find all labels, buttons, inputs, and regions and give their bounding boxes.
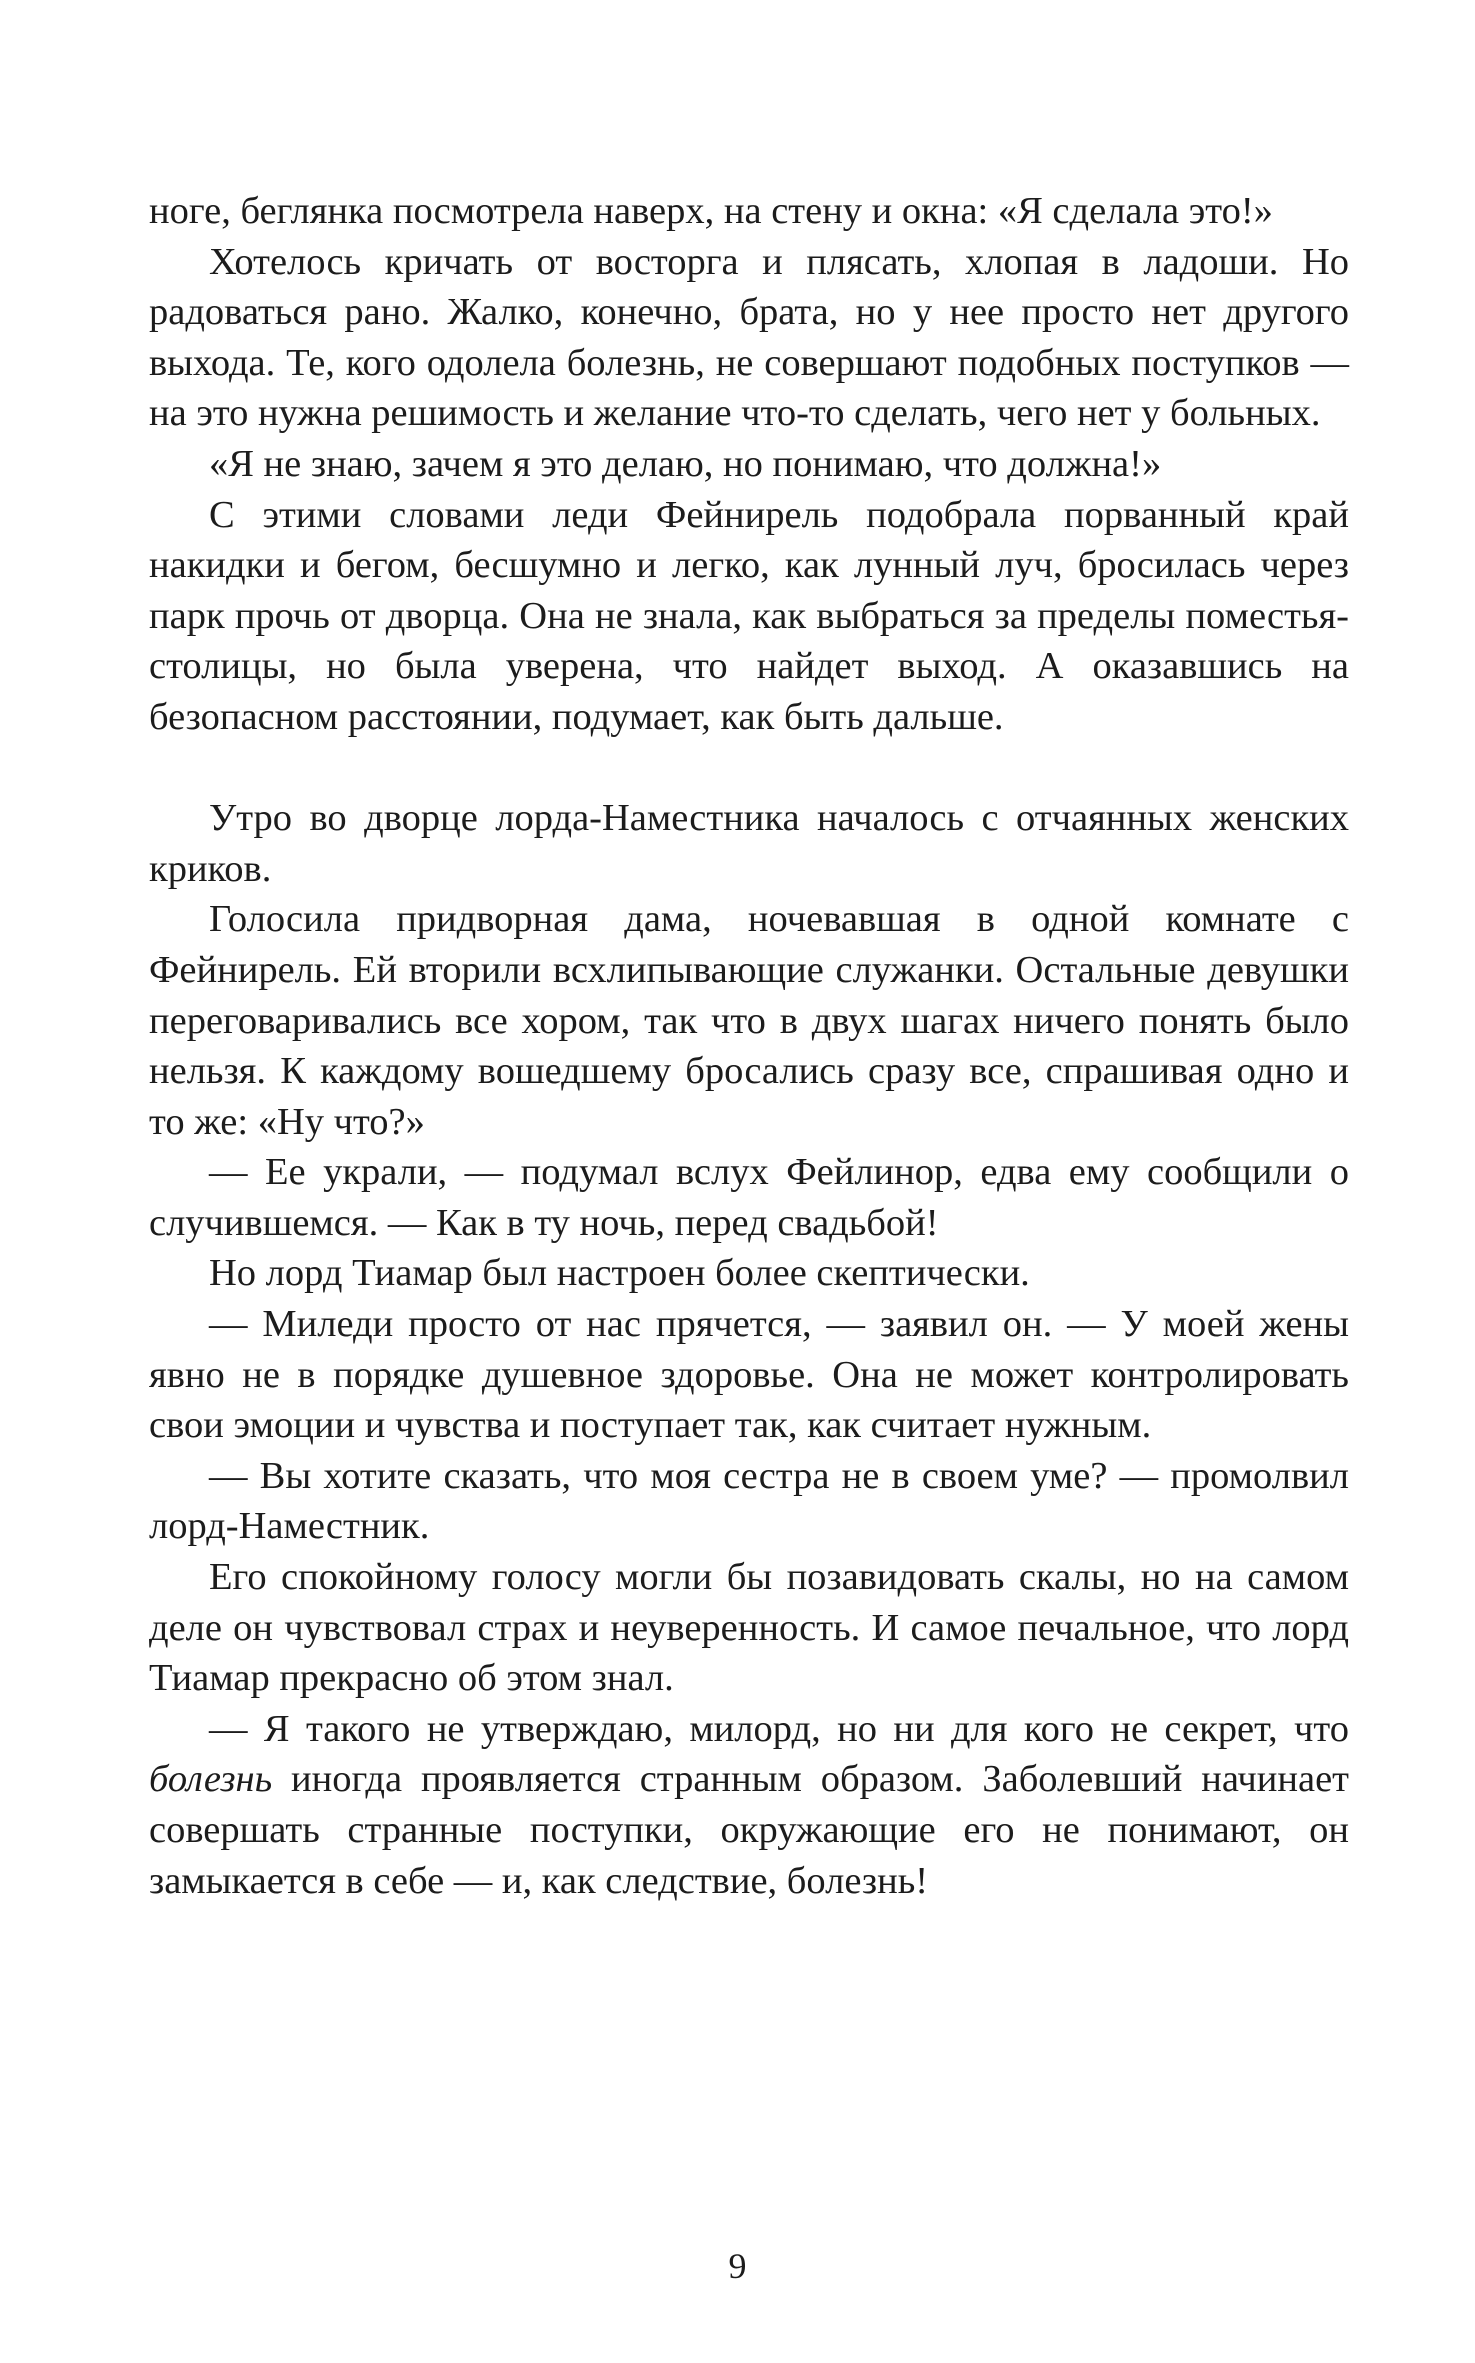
- text-run: иногда проявляется странным образом. Заболевший начинает совершать странные поступки, окружающие его не понимают, он замыкается в себе — и, как следствие, болезнь!: [149, 1758, 1349, 1902]
- paragraph-last: [149, 1704, 1349, 1906]
- paragraph: — Миледи просто от нас прячется, — заявил он. — У моей жены явно не в порядке душевное здоровье. Она не может контролировать свои эмоции и чувства и поступает так, как считает нужным.: [149, 1303, 1349, 1447]
- paragraph: — Ее украли, — подумал вслух Фейлинор, едва ему сообщили о случившемся. — Как в ту ночь, перед свадьбой!: [149, 1151, 1349, 1244]
- paragraph: Но лорд Тиамар был настроен более скептически.: [209, 1252, 1030, 1295]
- paragraph: Его спокойному голосу могли бы позавидовать скалы, но на самом деле он чувствовал страх и неуверенность. И самое печальное, что лорд Тиамар прекрасно об этом знал.: [149, 1556, 1349, 1700]
- page-number: 9: [728, 2246, 747, 2286]
- paragraph: Голосила придворная дама, ночевавшая в одной комнате с Фейнирель. Ей вторили всхлипывающие служанки. Остальные девушки переговаривались все хором, так что в двух шагах ничего понять было нельзя. К каждому вошедшему бросались сразу все, спрашивая одно и то же: «Ну что?»: [149, 898, 1349, 1143]
- paragraph: — Вы хотите сказать, что моя сестра не в своем уме? — промолвил лорд-Наместник.: [149, 1454, 1349, 1548]
- text-run: — Я такого не утверждаю, милорд, но ни для кого не секрет, что: [209, 1707, 1349, 1750]
- section-break: [149, 743, 1349, 794]
- paragraph: ноге, беглянка посмотрела наверх, на стену и окна: «Я сделала это!»: [149, 190, 1273, 232]
- paragraph: Утро во дворце лорда-Наместника началось с отчаянных женских криков.: [149, 797, 1349, 890]
- body-text: [149, 186, 1349, 1906]
- paragraph: «Я не знаю, зачем я это делаю, но понимаю, что должна!»: [209, 442, 1162, 485]
- paragraph: Хотелось кричать от восторга и плясать, хлопая в ладоши. Но радоваться рано. Жалко, конечно, брата, но у нее просто нет другого выхода. Те, кого одолела болезнь, не совершают подобных поступков — на это нужна решимость и желание что-то сделать, чего нет у больных.: [149, 240, 1349, 435]
- italic-word: болезнь: [149, 1758, 273, 1801]
- paragraph: С этими словами леди Фейнирель подобрала порванный край накидки и бегом, бесшумно и легко, как лунный луч, бросилась через парк прочь от дворца. Она не знала, как выбраться за пределы поместья-столицы, но была уверена, что найдет выход. А оказавшись на безопасном расстоянии, подумает, как быть дальше.: [149, 493, 1349, 738]
